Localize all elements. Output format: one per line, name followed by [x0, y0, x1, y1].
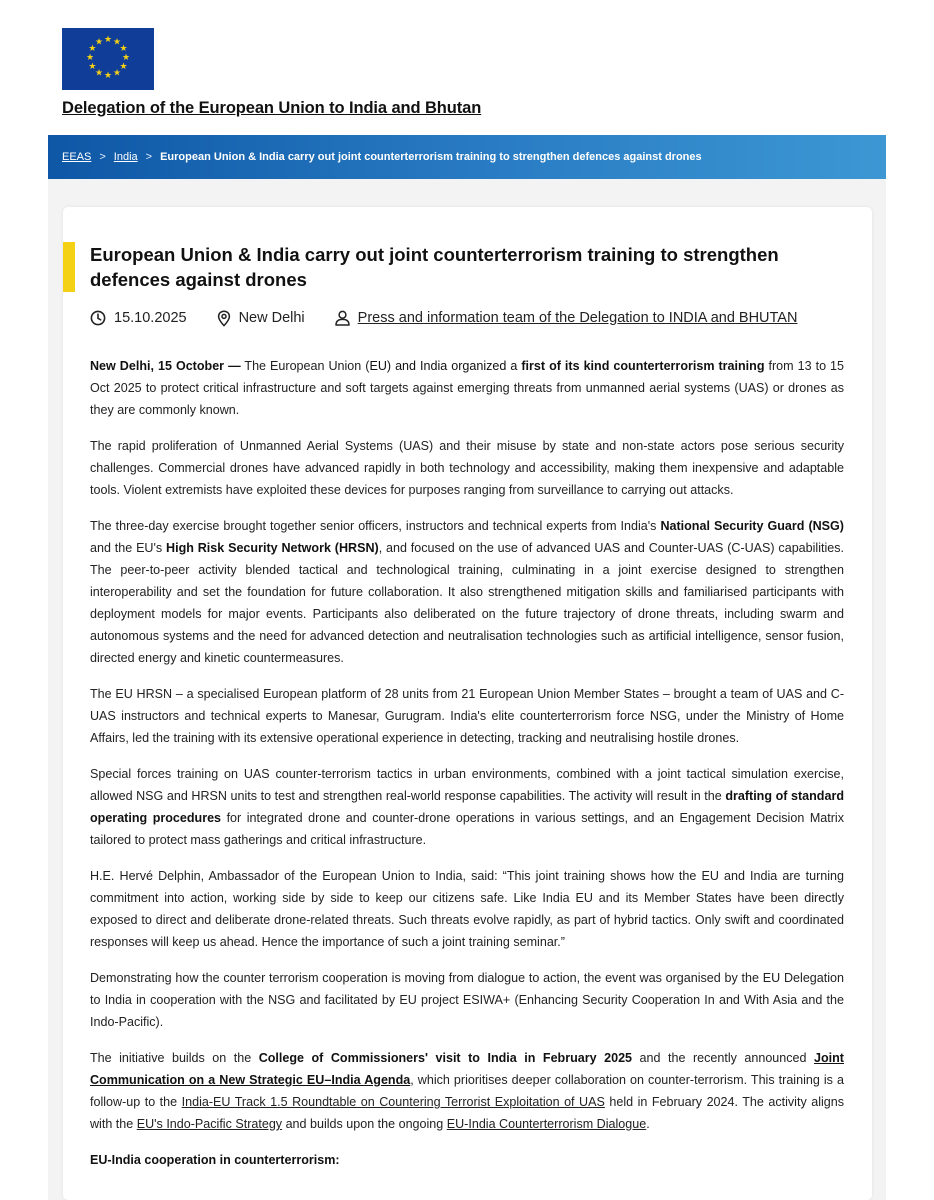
- joint-communication-link[interactable]: Joint Communication on a New Strategic EU–India Agenda: [90, 1051, 844, 1087]
- svg-text:★: ★: [94, 37, 104, 48]
- svg-text:★: ★: [103, 35, 113, 45]
- section-heading: EU-India cooperation in counterterrorism:: [90, 1153, 340, 1167]
- date-text: 15.10.2025: [114, 310, 187, 326]
- svg-text:★: ★: [121, 53, 131, 63]
- bold-phrase: first of its kind counterterrorism training: [521, 359, 765, 373]
- paragraph-6: H.E. Hervé Delphin, Ambassador of the European Union to India, said: “This joint training shows how the EU and India are turning commitment into action, working side by side to keep our citizens safe. Like India EU and its Member States have been directly exposed to direct and deliberate drone-related threats. Such threats evolve rapidly, as part of hybrid tactics. Only swift and coordinated responses will keep us ahead. Hence the importance of such a joint training seminar.”: [90, 869, 844, 949]
- breadcrumb-india[interactable]: India: [113, 151, 138, 163]
- svg-text:★: ★: [88, 44, 97, 54]
- paragraph-4: The EU HRSN – a specialised European platform of 28 units from 21 European Union Member States – brought a team of UAS and C-UAS instructors and technical experts to Manesar, Gurugram. India's elite counterterrorism force NSG, under the Ministry of Home Affairs, led the training with its extensive operational experience in detecting, tracking and neutralising hostile drones.: [90, 687, 844, 745]
- meta-date: [90, 310, 187, 326]
- svg-text:★: ★: [119, 44, 128, 54]
- eu-flag-logo[interactable]: [62, 28, 154, 90]
- article-meta: [90, 307, 827, 329]
- article-title: European Union & India carry out joint counterterrorism training to strengthen defences against drones: [90, 244, 779, 290]
- dateline: New Delhi, 15 October —: [90, 359, 241, 373]
- bold-hrsn: High Risk Security Network (HRSN): [166, 541, 379, 555]
- bold-nsg: National Security Guard (NSG): [660, 519, 844, 533]
- eu-stars-icon: [62, 28, 154, 90]
- map-pin-icon: [217, 310, 231, 327]
- indo-pacific-strategy-link[interactable]: EU's Indo-Pacific Strategy: [136, 1117, 283, 1131]
- svg-text:★: ★: [112, 37, 122, 48]
- paragraph-1: New Delhi, 15 October — The European Union (EU) and India organized a first of its kind counterterrorism training from 13 to 15 Oct 2025 to protect critical infrastructure and soft targets against emerging threats from unmanned aerial systems (UAS) or drones as they are commonly known.: [90, 359, 845, 417]
- svg-text:★: ★: [85, 53, 95, 63]
- svg-text:★: ★: [94, 68, 104, 79]
- meta-location: [217, 310, 305, 327]
- svg-text:★: ★: [119, 62, 128, 72]
- bold-sop: drafting of standard operating procedures: [90, 789, 844, 825]
- site-title-link[interactable]: Delegation of the European Union to India and Bhutan: [62, 99, 482, 117]
- svg-text:★: ★: [88, 62, 97, 72]
- paragraph-7: Demonstrating how the counter terrorism cooperation is moving from dialogue to action, the event was organised by the EU Delegation to India in cooperation with the NSG and facilitated by EU project ESIWA+ (Enhancing Security Cooperation In and With Asia and the Indo-Pacific).: [90, 971, 844, 1029]
- title-accent-bar: [63, 242, 75, 292]
- paragraph-5: Special forces training on UAS counter-terrorism tactics in urban environments, combined with a joint tactical simulation exercise, allowed NSG and HRSN units to test and strengthen real-world response capabilities. The activity will result in the drafting of standard operating procedures for integrated drone and counter-drone operations in various settings, and an Engagement Decision Matrix tailored to protect mass gatherings and critical infrastructure.: [90, 767, 844, 847]
- breadcrumb: [48, 135, 886, 179]
- paragraph-8: The initiative builds on the College of Commissioners' visit to India in February 2025 and the recently announced Joint Communication on a New Strategic EU–India Agenda, which prioritises deeper collaboration on counter-terrorism. This training is a follow-up to the India-EU Track 1.5 Roundtable on Countering Terrorist Exploitation of UAS held in February 2024. The activity aligns with the EU's Indo-Pacific Strategy and builds upon the ongoing EU-India Counterterrorism Dialogue.: [90, 1051, 845, 1131]
- meta-author: [335, 310, 798, 326]
- breadcrumb-separator: >: [99, 151, 106, 163]
- svg-text:★: ★: [112, 68, 122, 79]
- ct-dialogue-link[interactable]: EU-India Counterterrorism Dialogue: [446, 1117, 647, 1131]
- breadcrumb-eeas[interactable]: EEAS: [62, 151, 92, 163]
- article-body: [90, 355, 844, 1185]
- user-icon: [335, 310, 350, 326]
- author-link[interactable]: Press and information team of the Delegation to INDIA and BHUTAN: [357, 310, 798, 326]
- paragraph-3: The three-day exercise brought together senior officers, instructors and technical experts from India's National Security Guard (NSG) and the EU's High Risk Security Network (HRSN), and focused on the use of advanced UAS and Counter-UAS (C-UAS) capabilities. The peer-to-peer activity blended tactical and technological training, culminating in a joint exercise designed to strengthen interoperability and set the foundation for future collaboration. It also strengthened mitigation skills and familiarised participants with deployment models for major events. Participants also deliberated on the future trajectory of drone threats, including swarm and autonomous systems and the need for advanced detection and neutralisation technologies such as artificial intelligence, sensor fusion, directed energy and kinetic countermeasures.: [90, 519, 844, 665]
- breadcrumb-separator: >: [145, 151, 153, 163]
- breadcrumb-current: European Union & India carry out joint counterterrorism training to strengthen defences against drones: [160, 151, 702, 163]
- svg-text:★: ★: [103, 71, 113, 81]
- bold-college: College of Commissioners' visit to India in February 2025: [258, 1051, 633, 1065]
- clock-icon: [90, 310, 106, 326]
- paragraph-2: The rapid proliferation of Unmanned Aerial Systems (UAS) and their misuse by state and non-state actors pose serious security challenges. Commercial drones have advanced rapidly in both technology and accessibility, making them inexpensive and adaptable tools. Violent extremists have exploited these devices for purposes ranging from surveillance to carrying out attacks.: [90, 439, 844, 497]
- location-text: New Delhi: [238, 310, 305, 326]
- roundtable-link[interactable]: India-EU Track 1.5 Roundtable on Countering Terrorist Exploitation of UAS: [181, 1095, 605, 1109]
